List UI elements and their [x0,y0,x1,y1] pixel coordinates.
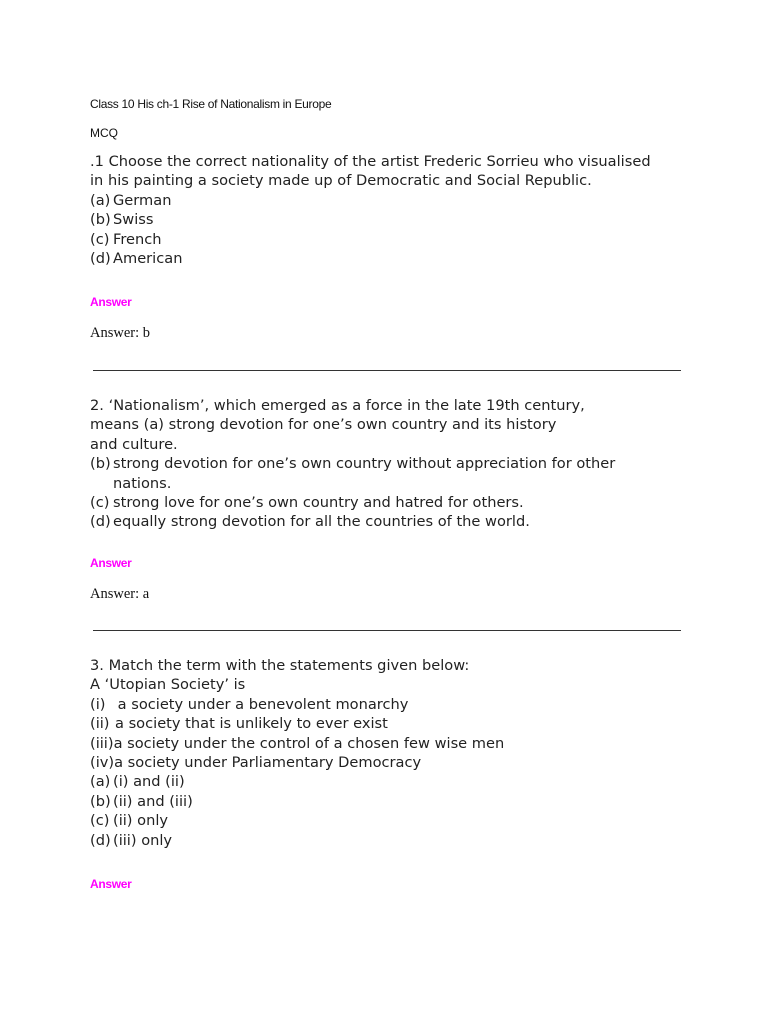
statement-text: a society that is unlikely to ever exist [115,715,388,733]
question-stem-line: and culture. [90,435,178,453]
option-text: strong love for one’s own country and hatred for others. [113,494,524,512]
option-c [90,230,682,249]
option-text: Swiss [113,211,154,229]
question-stem-line: in his painting a society made up of Democratic and Social Republic. [90,172,592,190]
question-1 [90,152,682,268]
option-text: German [113,191,172,209]
statement-label: (i) [90,695,106,713]
option-a [90,772,682,791]
option-label: (b) [90,792,111,810]
statement-ii [90,714,682,733]
option-text: (ii) only [113,812,169,830]
option-text: (iii) only [113,831,173,849]
option-text: equally strong devotion for all the countries of the world. [113,513,530,531]
option-text: (i) and (ii) [113,773,185,791]
option-label: (b) [90,211,111,229]
answer-link-3[interactable]: Answer [90,877,132,891]
section-label: MCQ [90,126,118,140]
option-label: (c) [90,230,110,248]
option-c [90,493,682,512]
option-d [90,249,682,268]
option-b [90,210,682,229]
question-stem-line: 2. ‘Nationalism’, which emerged as a force in the late 19th century, [90,397,585,414]
statement-label: (iii) [90,734,114,752]
option-b [90,454,682,493]
option-label: (c) [90,494,110,512]
question-stem-line: 3. Match the term with the statements given below: [90,657,470,674]
option-d [90,831,682,850]
statement-label: (ii) [90,715,110,733]
option-text: strong devotion for one’s own country without appreciation for other nations. [113,455,616,492]
option-label: (a) [90,191,111,209]
answer-text-2: Answer: a [90,586,150,602]
option-text: (ii) and (iii) [113,792,193,810]
statement-iv [90,753,682,772]
option-label: (d) [90,831,111,849]
answer-text-1: Answer: b [90,325,151,341]
question-3 [90,656,682,850]
option-text: American [113,250,183,268]
question-stem-line: A ‘Utopian Society’ is [90,676,246,694]
option-a [90,191,682,210]
option-d [90,512,682,531]
statement-text: a society under the control of a chosen few wise men [113,734,505,752]
answer-link-1[interactable]: Answer [90,295,132,309]
statement-i [90,695,682,714]
option-text: French [113,230,162,248]
answer-link-2[interactable]: Answer [90,556,132,570]
statement-text: a society under a benevolent monarchy [113,695,409,713]
option-label: (a) [90,773,111,791]
document-title: Class 10 His ch-1 Rise of Nationalism in Europe [90,97,332,111]
question-stem-line: means (a) strong devotion for one’s own country and its history [90,416,557,434]
option-label: (d) [90,250,111,268]
statement-label: (iv) [90,754,115,772]
option-c [90,811,682,830]
statement-text: a society under Parliamentary Democracy [114,754,422,772]
option-label: (c) [90,812,110,830]
option-b [90,792,682,811]
divider-2 [93,630,681,631]
option-label: (b) [90,455,111,473]
question-stem-line: .1 Choose the correct nationality of the artist Frederic Sorrieu who visualised [90,153,651,170]
statement-iii [90,734,682,753]
option-label: (d) [90,513,111,531]
question-2 [90,396,682,532]
divider-1 [93,370,681,371]
